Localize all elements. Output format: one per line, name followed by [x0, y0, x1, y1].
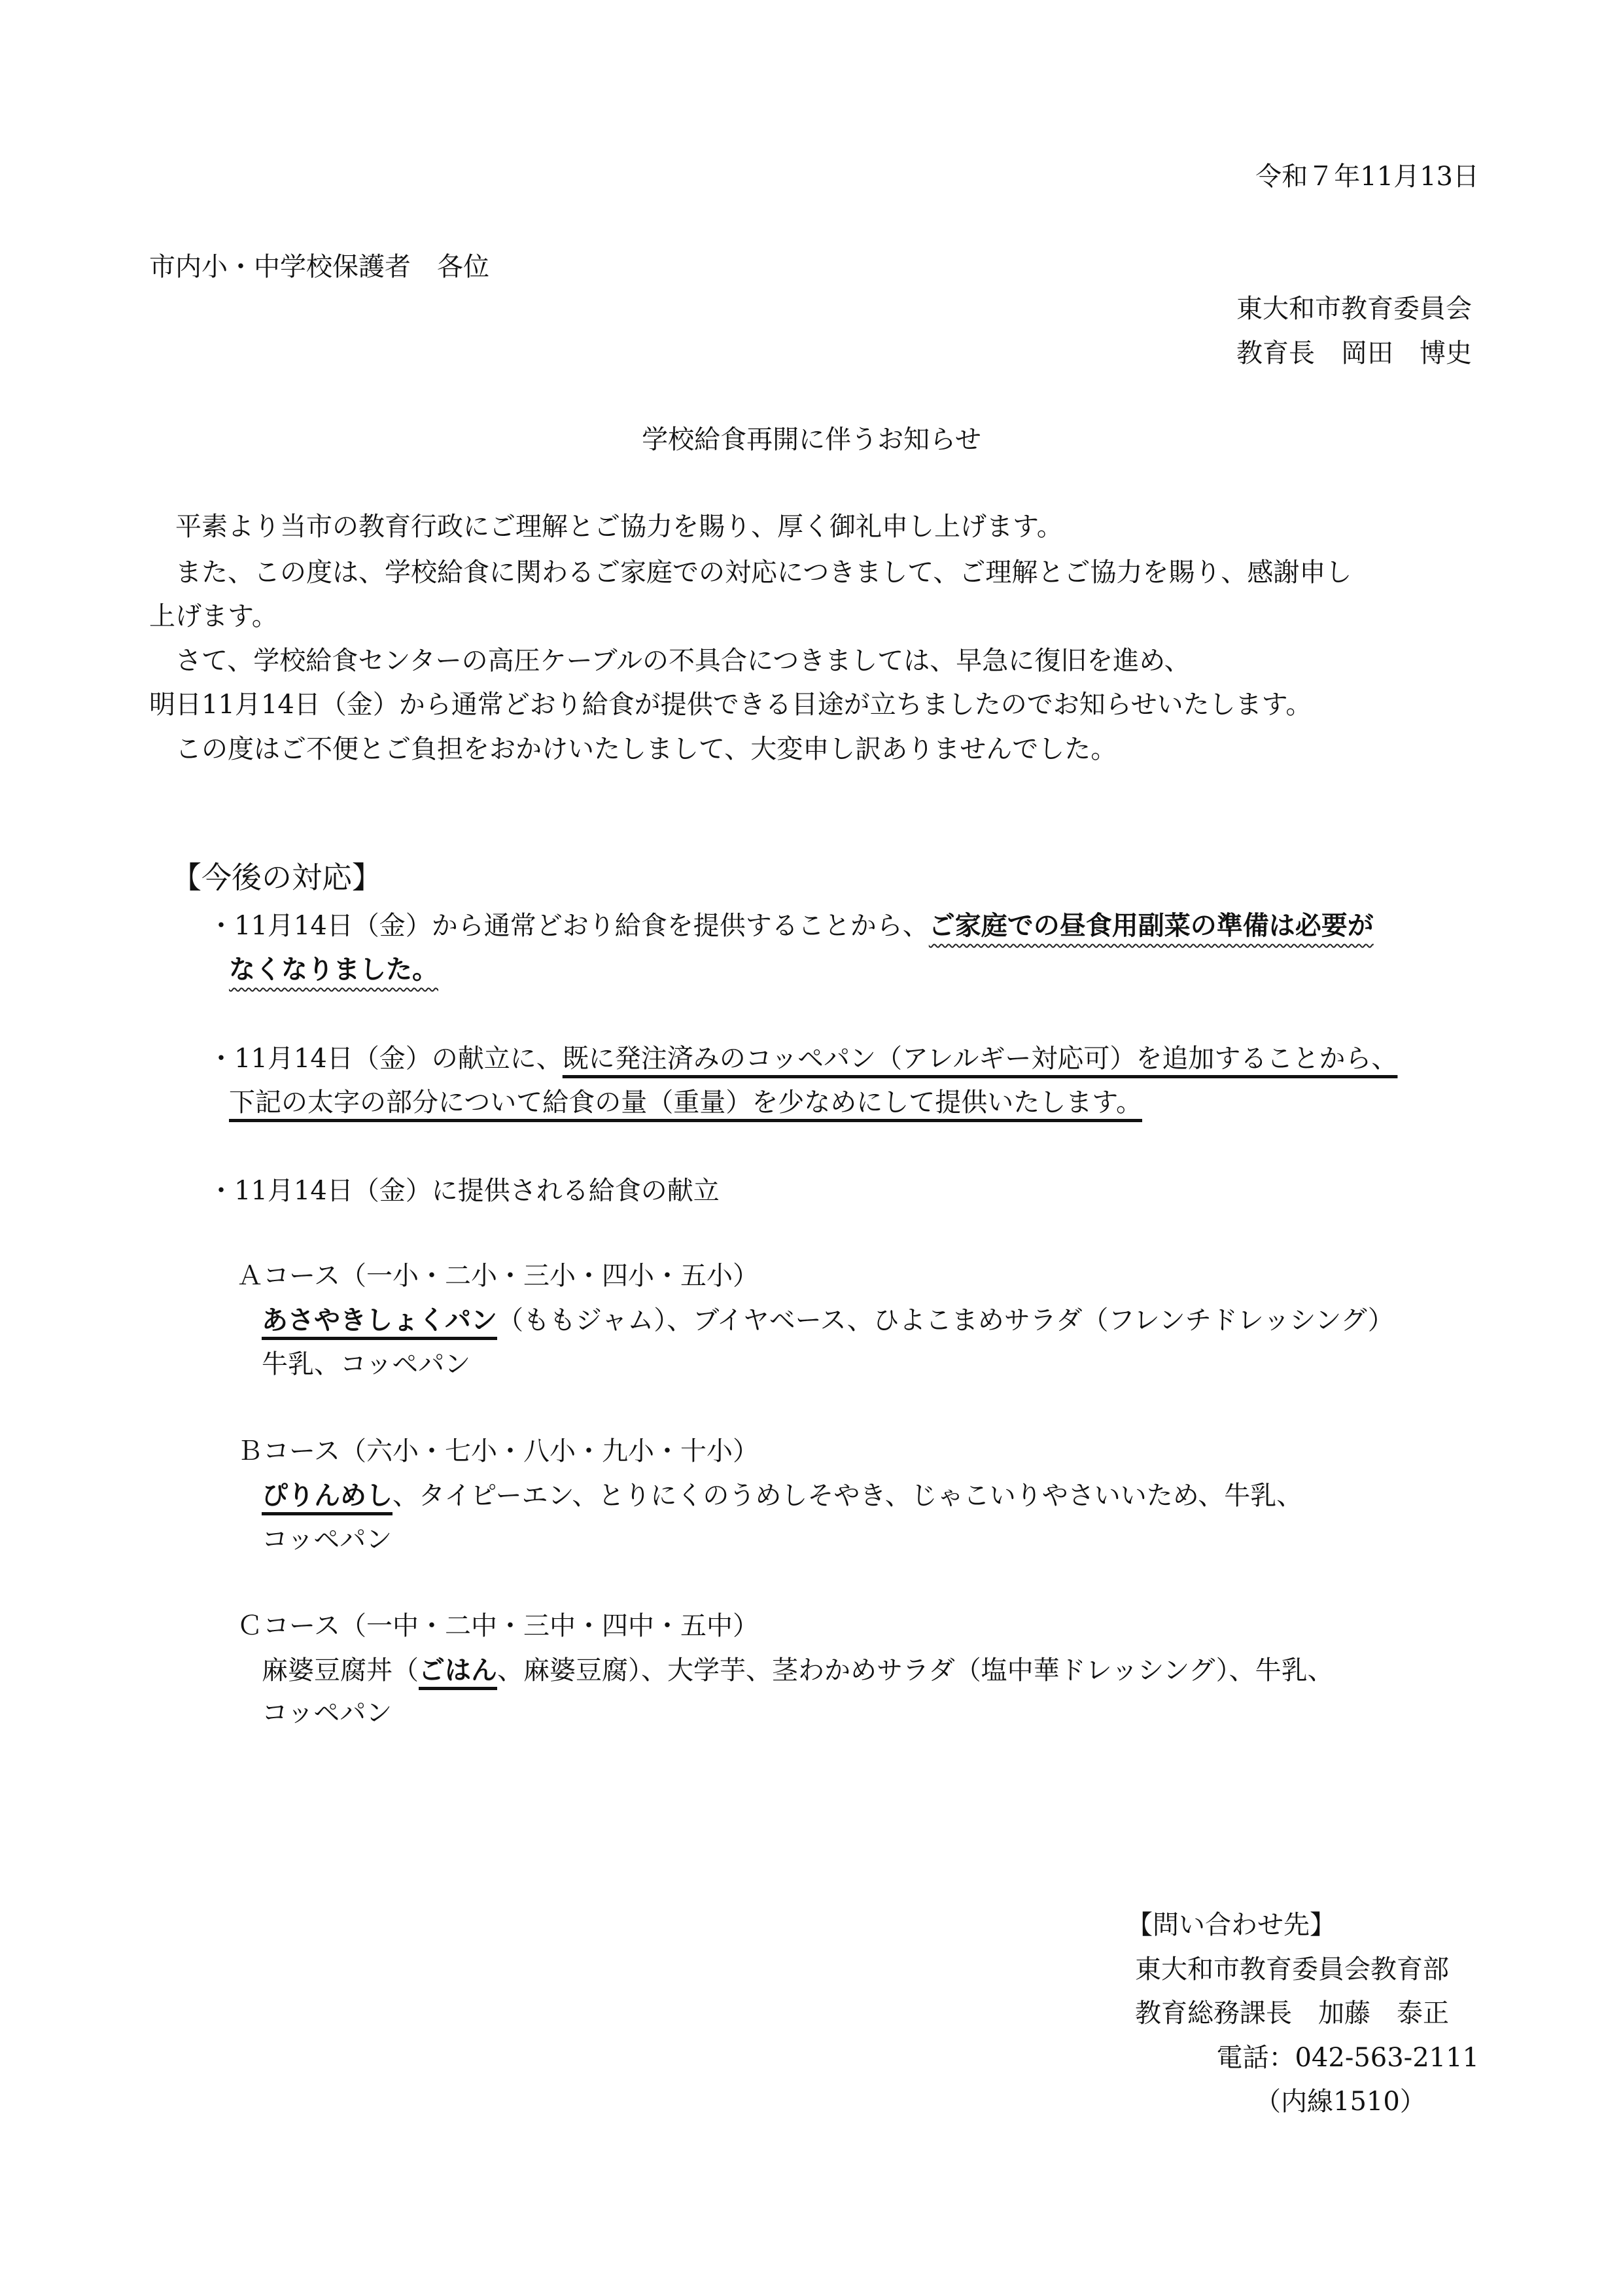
response-heading: 【今後の対応】 — [171, 860, 382, 895]
body-paragraph-1: 平素より当市の教育行政にご理解とご協力を賜り、厚く御礼申し上げます。 — [149, 512, 1063, 542]
contact-person: 教育総務課長 加藤 泰正 — [1135, 1998, 1449, 2028]
course-c-line-1 — [262, 1657, 1334, 1684]
course-b-title: Ｂコース（六小・七小・八小・九小・十小） — [237, 1436, 759, 1466]
course-a-line-2: 牛乳、コッペパン — [262, 1349, 471, 1379]
body-paragraph-2-line-1: また、この度は、学校給食に関わるご家庭での対応につきまして、ご理解とご協力を賜り、感謝申し — [149, 557, 1352, 588]
course-c-prefix: 麻婆豆腐丼（ — [262, 1655, 419, 1686]
body-paragraph-2-line-2: 上げます。 — [149, 601, 278, 631]
body-paragraph-3-line-2: 明日11月14日（金）から通常どおり給食が提供できる目途が立ちましたのでお知らせいたします。 — [149, 690, 1312, 720]
body-paragraph-3-line-1: さて、学校給食センターの高圧ケーブルの不具合につきましては、早急に復旧を進め、 — [149, 646, 1191, 676]
bullet-2-line-2 — [229, 1089, 1142, 1116]
page-title: 学校給食再開に伴うお知らせ — [642, 425, 981, 455]
contact-org: 東大和市教育委員会教育部 — [1135, 1954, 1449, 1985]
contact-phone: 電話：042-563-2111 — [1216, 2043, 1479, 2073]
bullet-1-emphasis-cont: なくなりました。 — [229, 955, 438, 985]
course-b-items: 、タイピーエン、とりにくのうめしそやき、じゃこいりやさいいため、牛乳、 — [393, 1481, 1303, 1511]
bullet-2-underlined: 既に発注済みのコッペパン（アレルギー対応可）を追加することから、 — [562, 1044, 1398, 1074]
course-c-items: 、麻婆豆腐）、大学芋、茎わかめサラダ（塩中華ドレッシング）、牛乳、 — [497, 1655, 1334, 1686]
bullet-2-line-1 — [208, 1046, 1397, 1072]
course-a-title: Ａコース（一小・二小・三小・四小・五小） — [237, 1261, 759, 1291]
contact-extension: （内線1510） — [1255, 2087, 1426, 2117]
bullet-2-underlined-cont: 下記の太字の部分について給食の量（重量）を少なめにして提供いたします。 — [229, 1087, 1142, 1118]
course-b-bold-item: ぴりんめし — [262, 1481, 393, 1511]
recipient: 市内小・中学校保護者 各位 — [149, 252, 489, 282]
course-a-items: （ももジャム）、ブイヤベース、ひよこまめサラダ（フレンチドレッシング） — [497, 1305, 1394, 1335]
sender-org: 東大和市教育委員会 — [1236, 294, 1472, 324]
bullet-3: ・11月14日（金）に提供される給食の献立 — [208, 1176, 720, 1206]
bullet-2-text: ・11月14日（金）の献立に、 — [208, 1044, 563, 1074]
body-paragraph-4: この度はご不便とご負担をおかけいたしまして、大変申し訳ありませんでした。 — [149, 734, 1117, 764]
bullet-1-line-2 — [229, 957, 438, 983]
course-c-bold-item: ごはん — [419, 1655, 497, 1686]
course-a-bold-item: あさやきしょくパン — [262, 1305, 497, 1335]
bullet-1-text: ・11月14日（金）から通常どおり給食を提供することから、 — [208, 911, 929, 941]
bullet-1-emphasis: ご家庭での昼食用副菜の準備は必要が — [928, 911, 1374, 941]
course-c-line-2: コッペパン — [262, 1698, 393, 1728]
contact-heading: 【問い合わせ先】 — [1126, 1910, 1336, 1940]
bullet-1-line-1 — [208, 913, 1374, 939]
course-c-title: Ｃコース（一中・二中・三中・四中・五中） — [237, 1611, 759, 1641]
date: 令和７年11月13日 — [1255, 162, 1479, 192]
sender-name: 教育長 岡田 博史 — [1236, 338, 1472, 368]
course-b-line-1 — [262, 1483, 1302, 1509]
course-b-line-2: コッペパン — [262, 1525, 393, 1555]
course-a-line-1 — [262, 1307, 1394, 1333]
